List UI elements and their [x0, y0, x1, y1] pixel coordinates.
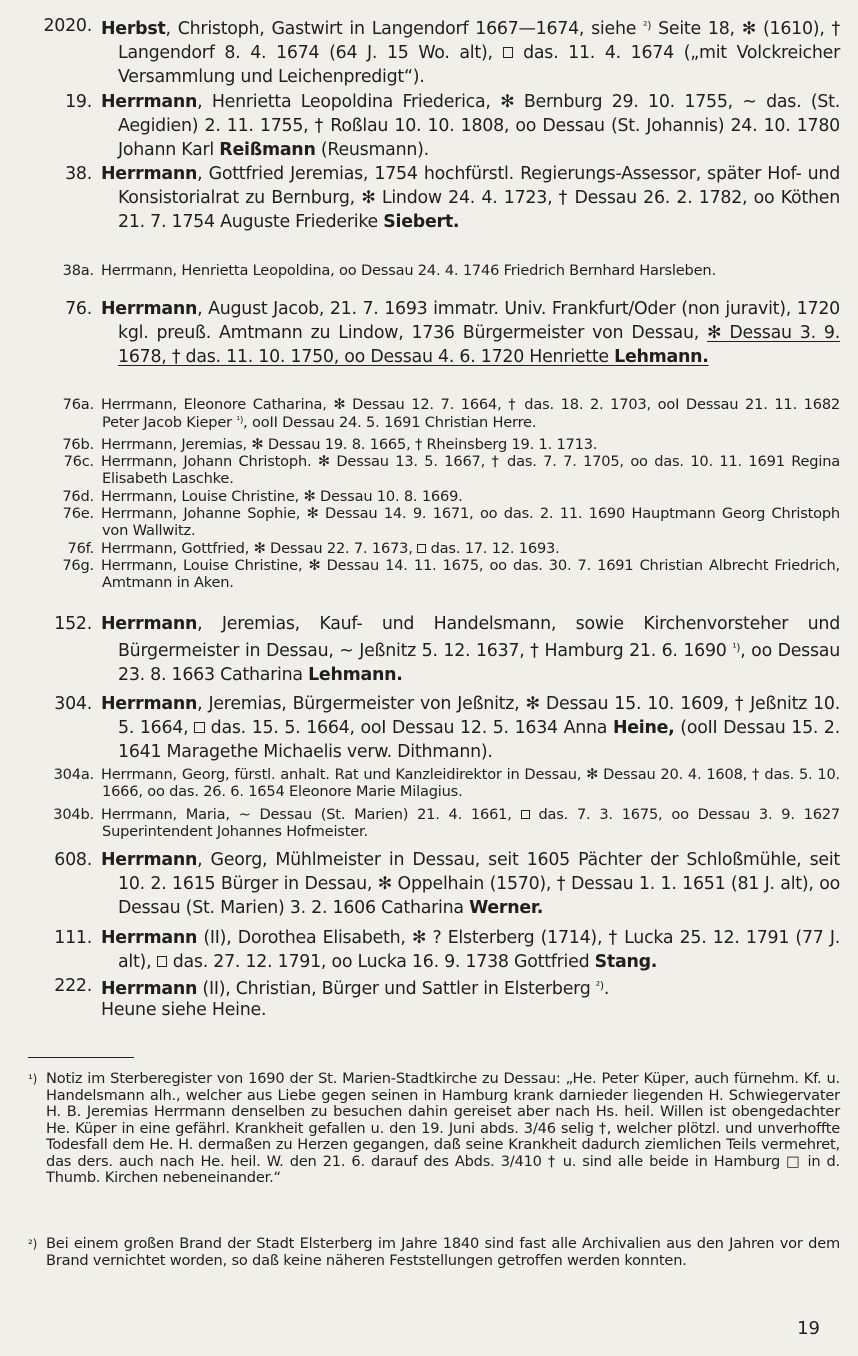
entry-segment: Seite 18, ✻ (1610), † Langendorf 8. 4. 1674 (64 J. 15 Wo. alt), — [118, 18, 840, 63]
burial-box-icon — [157, 956, 168, 967]
entry-number: 76c. — [63, 453, 94, 470]
footnote — [28, 1071, 840, 1187]
entry — [28, 848, 840, 920]
entry-number: 76a. — [62, 396, 94, 413]
footnote-ref: ¹) — [732, 641, 741, 654]
entry — [28, 505, 840, 539]
entry-number: 304b. — [53, 806, 94, 823]
entry — [28, 974, 840, 1001]
entry — [28, 453, 840, 487]
entry-segment: , ooII Dessau 24. 5. 1691 Christian Herre. — [243, 414, 537, 432]
footnote-text: Notiz im Sterberegister von 1690 der St. Marien-Stadtkirche zu Dessau: „He. Peter Küper, auch fürnehm. Kf. u. Handelsmann alh., welcher aus Liebe gegen seinen in Hamburg krank darnieder liegenden H. Schwiegervater H. B. Jeremias Herrmann denselben zu besuchen dahin gereiset aber nach Hs. heil. Willen ist obengedachter He. Küper in eine gefährl. Krankheit gefallen u. den 19. Juni abds. 3/46 selig †, welcher plötzl. und unverhoffte Todesfall dem He. H. dermaßen zu Herzen gegangen, daß seine Krankheit dadurch ziemlichen Teils vermehret, das ders. auch nach He. heil. W. den 21. 6. darauf des Abds. 3/410 † u. sind alle beide in Hamburg □ in d. Thumb. Kirchen nebeneinander.“ — [46, 1070, 840, 1186]
entry-segment: , oo Dessau 23. 8. 1663 Catharina — [118, 640, 840, 685]
entry-segment: (II), Christian, Bürger und Sattler in Elsterberg — [197, 978, 596, 999]
entry-segment: Herrmann, Johann Christoph. ✻ Dessau 13. 5. 1667, † das. 7. 7. 1705, oo das. 10. 11. 1691 Regina Elisabeth Laschke. — [101, 453, 840, 487]
entry — [28, 998, 840, 1022]
footnote-rule — [28, 1057, 134, 1058]
surname: Lehmann. — [308, 664, 403, 685]
footnote-text: Bei einem großen Brand der Stadt Elsterberg im Jahre 1840 sind fast alle Archivalien aus den Jahren vor dem Brand vernichtet worden, so daß keine näheren Feststellungen getroffen werden konnten. — [46, 1235, 840, 1269]
entry-segment: ✻ Dessau 3. 9. 1678, † das. 11. 10. 1750, oo Dessau 4. 6. 1720 Henriette — [118, 323, 840, 367]
footnote-ref: ²) — [595, 979, 604, 992]
entry-segment: Herrmann, Maria, ~ Dessau (St. Marien) 21. 4. 1661, — [101, 806, 521, 823]
entry-text — [101, 974, 840, 1001]
entry-text — [102, 766, 840, 800]
burial-box-icon — [194, 722, 205, 733]
entry-segment: das. 15. 5. 1664, ooI Dessau 12. 5. 1634 Anna — [204, 718, 613, 738]
entry-segment: , Georg, Mühlmeister in Dessau, seit 1605 Pächter der Schloßmühle, seit 10. 2. 1615 Bürger in Dessau, ✻ Oppelhain (1570), † Dessau 1. 1. 1651 (81 J. alt), oo Dessau (St. Marien) 3. 2. 1606 Catharina — [118, 850, 840, 918]
entry — [28, 692, 840, 764]
surname: Herrmann — [101, 92, 198, 112]
burial-box-icon — [503, 47, 514, 58]
entry-segment: , Jeremias, Kauf- und Handelsmann, sowie Kirchenvorsteher und Bürgermeister in Dessau, ~ Jeßnitz 5. 12. 1637, † Hamburg 21. 6. 1690 — [118, 614, 840, 661]
entry-text — [101, 90, 840, 162]
entry-number: 76f. — [67, 540, 94, 557]
burial-box-icon — [521, 810, 530, 819]
surname: Herrmann — [101, 978, 198, 999]
entry-segment: Herrmann, Louise Christine, ✻ Dessau 14. 11. 1675, oo das. 30. 7. 1691 Christian Albrecht Friedrich, Amtmann in Aken. — [101, 557, 840, 591]
entry — [28, 488, 840, 505]
entry-text — [102, 396, 840, 431]
entry-text — [102, 488, 840, 505]
entry — [28, 162, 840, 234]
entry-number: 38a. — [62, 262, 94, 279]
surname: Herrmann — [101, 850, 198, 870]
entry-number: 111. — [54, 928, 92, 948]
entry-segment: Herrmann, Eleonore Catharina, ✻ Dessau 12. 7. 1664, † das. 18. 2. 1703, ooI Dessau 21. 11. 1682 Peter Jacob Kieper — [101, 396, 840, 432]
surname: Werner. — [469, 898, 544, 918]
entry-text — [102, 453, 840, 487]
page-number: 19 — [797, 1318, 820, 1339]
entry-text — [101, 692, 841, 764]
entry-number: 304a. — [53, 766, 94, 783]
footnote-ref: ¹) — [236, 416, 244, 426]
entry-text — [101, 162, 840, 234]
surname: Herrmann — [101, 614, 198, 634]
entry — [28, 766, 840, 800]
entry-number: 76e. — [62, 505, 94, 522]
entry-text — [102, 557, 840, 591]
entry-text — [102, 806, 840, 840]
entry-number: 76b. — [62, 436, 94, 453]
entry-number: 608. — [54, 850, 92, 870]
entry-text — [102, 505, 840, 539]
entry-number: 76. — [65, 299, 92, 319]
entry-segment: Herrmann, Georg, fürstl. anhalt. Rat und Kanzleidirektor in Dessau, ✻ Dessau 20. 4. 1608, † das. 5. 10. 1666, oo das. 26. 6. 1654 Eleonore Marie Milagius. — [101, 766, 840, 800]
entry-number: 2020. — [43, 16, 92, 36]
entry-text — [102, 262, 840, 279]
entry — [28, 90, 840, 162]
entry-segment: Herrmann, Henrietta Leopoldina, oo Dessau 24. 4. 1746 Friedrich Bernhard Harsleben. — [101, 262, 716, 279]
entry-text — [101, 926, 840, 974]
entry-segment: das. 11. 4. 1674 („mit Volckreicher Versammlung und Leichenpredigt“). — [118, 42, 840, 87]
entry-text — [101, 612, 840, 687]
entry-text — [101, 297, 840, 369]
entry — [28, 612, 840, 687]
entry-segment: , Henrietta Leopoldina Friederica, ✻ Bernburg 29. 10. 1755, ~ das. (St. Aegidien) 2. 11. 1755, † Roßlau 10. 10. 1808, oo Dessau (St. Johannis) 24. 10. 1780 Johann Karl — [118, 92, 840, 160]
entry-segment: , August Jacob, 21. 7. 1693 immatr. Univ. Frankfurt/Oder (non juravit), 1720 kgl. preuß. Amtmann zu Lindow, 1736 Bürgermeister von Dessau, — [118, 299, 840, 343]
entry-segment: Herrmann, Johanne Sophie, ✻ Dessau 14. 9. 1671, oo das. 2. 11. 1690 Hauptmann Georg Christoph von Wallwitz. — [101, 505, 840, 539]
entry — [28, 540, 840, 557]
entry-segment: Herrmann, Louise Christine, ✻ Dessau 10. 8. 1669. — [101, 488, 463, 505]
entry-segment: das. 27. 12. 1791, oo Lucka 16. 9. 1738 Gottfried — [167, 952, 595, 972]
surname: Herrmann — [101, 694, 198, 714]
surname: Reißmann — [219, 140, 316, 160]
entry-segment: (II), Dorothea Elisabeth, ✻ ? Elsterberg (1714), † Lucka 25. 12. 1791 (77 J. alt), — [118, 928, 840, 972]
surname: Siebert. — [383, 212, 460, 232]
entry-segment: Herrmann, Jeremias, ✻ Dessau 19. 8. 1665, † Rheinsberg 19. 1. 1713. — [101, 436, 598, 453]
surname: Herrmann — [101, 299, 198, 319]
entry-segment: (ooII Dessau 15. 2. 1641 Maragethe Michaelis verw. Dithmann). — [118, 718, 841, 762]
entry-text — [101, 14, 840, 89]
entry-segment: Herrmann, Gottfried, ✻ Dessau 22. 7. 1673, — [101, 540, 418, 557]
surname: Herbst — [101, 18, 166, 39]
entry — [28, 436, 840, 453]
entry — [28, 926, 840, 974]
surname: Lehmann. — [614, 347, 709, 367]
footnote — [28, 1236, 840, 1269]
entry-number: 76g. — [62, 557, 94, 574]
footnote-mark: ²) — [28, 1237, 38, 1251]
surname: Heine, — [612, 718, 675, 738]
surname: Stang. — [594, 952, 658, 972]
entry — [28, 396, 840, 431]
entry-segment: Heune siehe Heine. — [101, 1000, 267, 1020]
entry-segment: . — [603, 978, 610, 999]
entry-number: 222. — [54, 976, 92, 996]
entry-segment: , Jeremias, Bürgermeister von Jeßnitz, ✻ Dessau 15. 10. 1609, † Jeßnitz 10. 5. 1664, — [118, 694, 840, 738]
entry-number: 304. — [54, 694, 92, 714]
entry-text — [102, 436, 840, 453]
entry-segment: , Christoph, Gastwirt in Langendorf 1667—1674, siehe — [165, 18, 644, 39]
entry-segment: , Gottfried Jeremias, 1754 hochfürstl. Regierungs-Assessor, später Hof- und Konsistorialrat zu Bernburg, ✻ Lindow 24. 4. 1723, † Dessau 26. 2. 1782, oo Köthen 21. 7. 1754 Auguste Friederike — [118, 164, 840, 232]
surname: Herrmann — [101, 928, 198, 948]
entry-text — [102, 540, 840, 557]
entry-segment: das. 17. 12. 1693. — [426, 540, 560, 557]
entry-number: 152. — [54, 614, 92, 634]
footnote-mark: ¹) — [28, 1072, 38, 1086]
surname: Herrmann — [101, 164, 198, 184]
entry — [28, 806, 840, 840]
entry-segment: das. 7. 3. 1675, oo Dessau 3. 9. 1627 Superintendent Johannes Hofmeister. — [102, 806, 841, 840]
entry-segment: (Reusmann). — [315, 140, 429, 160]
entry — [28, 557, 840, 591]
entry-number: 38. — [65, 164, 92, 184]
entry-text — [101, 848, 840, 920]
entry — [28, 14, 840, 89]
entry-text — [101, 998, 840, 1022]
burial-box-icon — [417, 544, 426, 553]
footnote-ref: ²) — [643, 19, 652, 32]
entry-number: 76d. — [62, 488, 94, 505]
entry — [28, 262, 840, 279]
entry — [28, 297, 840, 369]
entry-number: 19. — [65, 92, 92, 112]
